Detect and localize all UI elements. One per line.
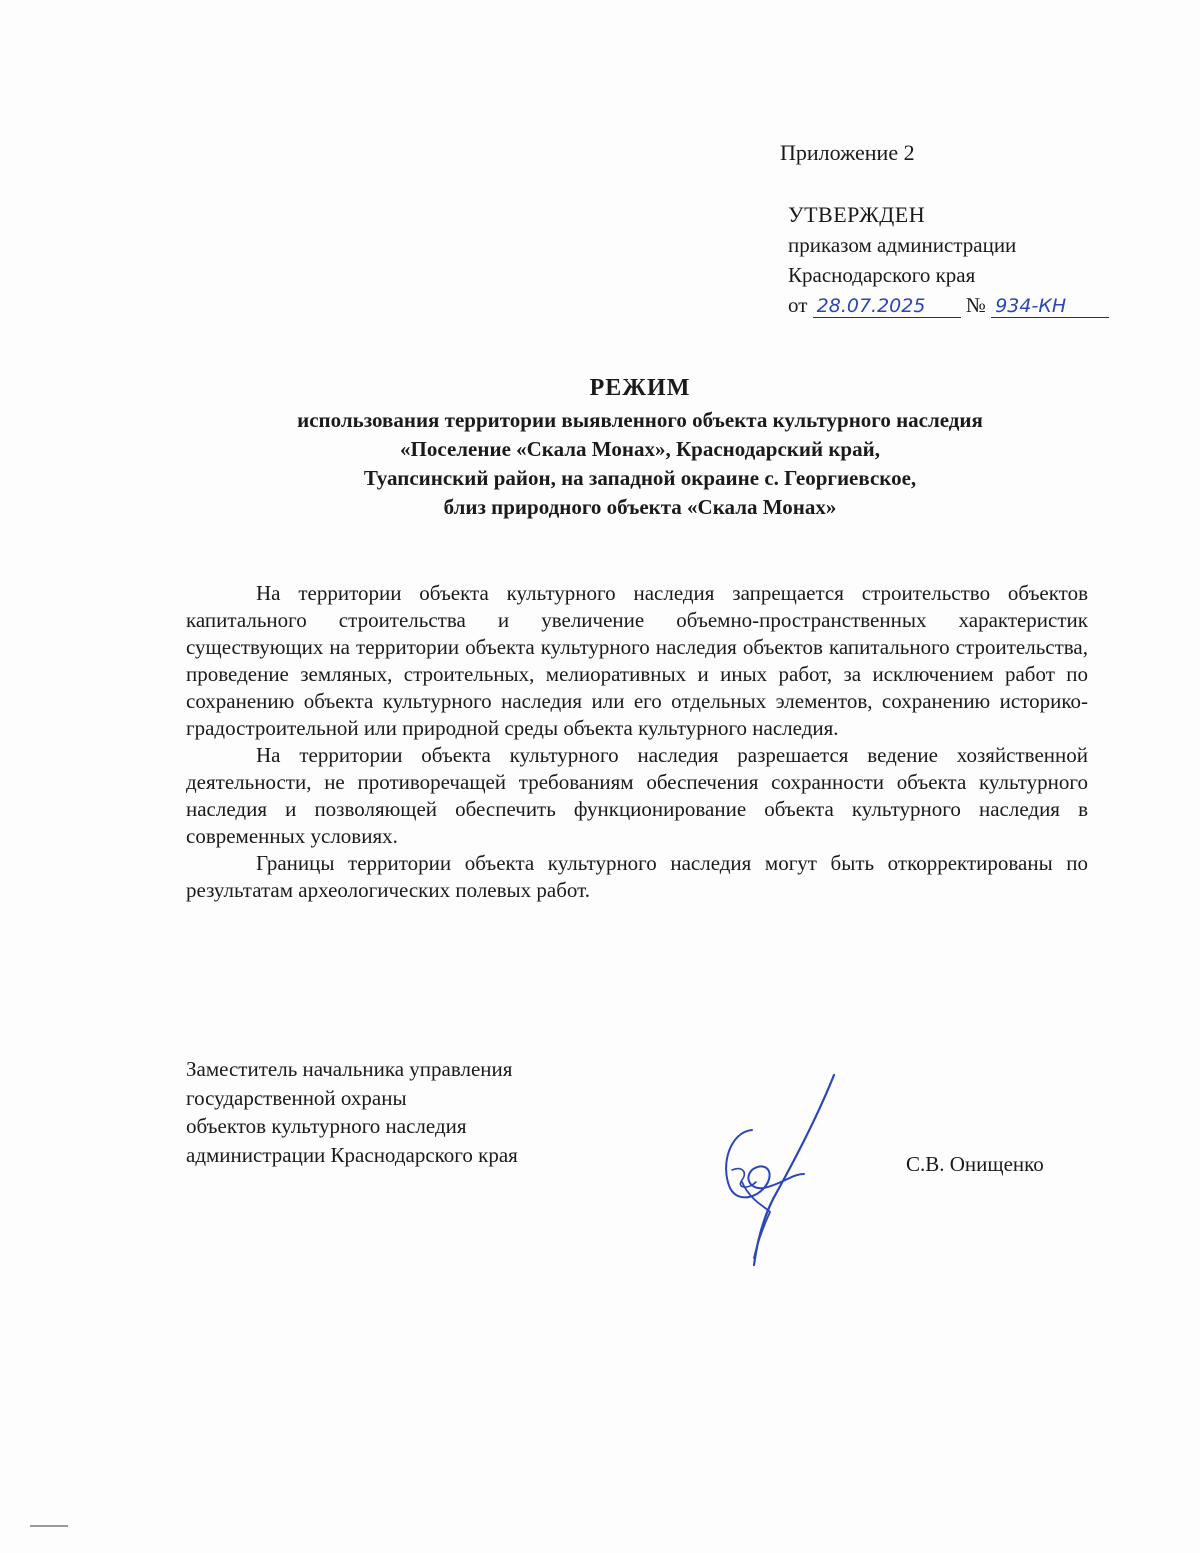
date-prefix: от <box>788 293 808 317</box>
document-body <box>186 580 1088 904</box>
title-line: Туапсинский район, на западной окраине с. Георгиевское, <box>363 466 917 490</box>
title-main: РЕЖИМ <box>589 375 691 401</box>
approved-heading: УТВЕРЖДЕН <box>788 202 926 227</box>
body-paragraph: На территории объекта культурного наследия запрещается строительство объектов капитального строительства и увеличение объемно-пространственных характеристик существующих на территории объекта культурного наследия объектов капитального строительства, проведение земляных, строительных, мелиоративных и иных работ, за исключением работ по сохранению объекта культурного наследия или его отдельных элементов, сохранению историко-градостроительной или природной среды объекта культурного наследия. <box>186 581 1088 740</box>
appendix-label: Приложение 2 <box>780 140 915 165</box>
order-date-number <box>788 290 1109 320</box>
title-line: использования территории выявленного объекта культурного наследия <box>297 408 983 432</box>
signer-position-line: Заместитель начальника управления <box>186 1057 513 1081</box>
number-prefix: № <box>965 293 986 317</box>
approved-line: Краснодарского края <box>788 263 976 287</box>
approved-line: приказом администрации <box>788 233 1017 257</box>
signer-position <box>186 1055 518 1169</box>
body-paragraph: Границы территории объекта культурного наследия могут быть откорректированы по результатам археологических полевых работ. <box>186 851 1088 902</box>
signer-position-line: государственной охраны <box>186 1085 407 1110</box>
title-line: «Поселение «Скала Монах», Краснодарский край, <box>400 437 880 461</box>
document-title <box>150 375 1130 522</box>
handwritten-signature <box>712 1070 852 1270</box>
handwritten-date: 28.07.2025 <box>813 295 961 318</box>
handwritten-number: 934-КН <box>991 295 1109 318</box>
body-paragraph: На территории объекта культурного наследия разрешается ведение хозяйственной деятельности, не противоречащей требованиям обеспечения сохранности объекта культурного наследия и позволяющей обеспечить функционирование объекта культурного наследия в современных условиях. <box>186 743 1088 848</box>
signer-name: С.В. Онищенко <box>906 1152 1044 1176</box>
title-line: близ природного объекта «Скала Монах» <box>443 495 837 519</box>
scan-edge-mark <box>30 1525 68 1527</box>
approval-block <box>788 200 1109 320</box>
signer-position-line: администрации Краснодарского края <box>186 1142 518 1167</box>
signer-position-line: объектов культурного наследия <box>186 1114 467 1138</box>
